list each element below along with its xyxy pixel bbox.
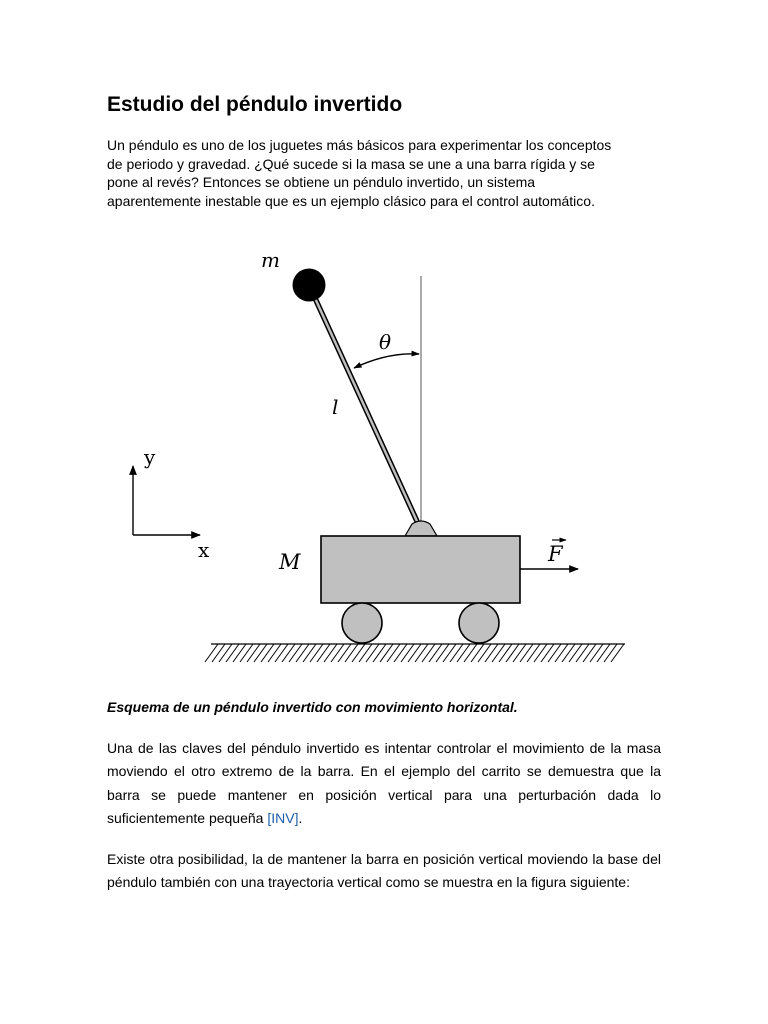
length-label: l: [332, 395, 339, 419]
hatch-stroke: [485, 644, 498, 662]
inverted-pendulum-diagram: [0, 220, 768, 680]
hatch-stroke: [478, 644, 491, 662]
hatch-stroke: [366, 644, 379, 662]
hatch-stroke: [394, 644, 407, 662]
hatch-stroke: [429, 644, 442, 662]
hatch-stroke: [506, 644, 519, 662]
paragraph-text-end: .: [298, 809, 303, 826]
hatch-stroke: [289, 644, 302, 662]
mass-bob: [293, 269, 326, 302]
intro-line: pone al revés? Entonces se obtiene un péndulo invertido, un sistema: [107, 174, 536, 190]
hatch-stroke: [555, 644, 568, 662]
hatch-stroke: [583, 644, 596, 662]
hatch-stroke: [233, 644, 246, 662]
paragraph-text: Una de las claves del péndulo invertido es intentar controlar el movimiento de la masa moviendo el otro extremo de la barra. En el ejemplo del carrito se demuestra que la barra se puede mantener en posición vertical para una perturbación dada lo suficientemente pequeña: [107, 740, 661, 826]
pendulum-hinge: [405, 521, 437, 536]
hatch-stroke: [590, 644, 603, 662]
hatch-stroke: [212, 644, 225, 662]
angle-arc: [354, 354, 419, 368]
hatch-stroke: [352, 644, 365, 662]
hatch-stroke: [254, 644, 267, 662]
ground-hatching: [205, 644, 624, 662]
hatch-stroke: [226, 644, 239, 662]
hatch-stroke: [275, 644, 288, 662]
hatch-stroke: [611, 644, 624, 662]
hatch-stroke: [443, 644, 456, 662]
angle-label: θ: [379, 330, 392, 354]
hatch-stroke: [296, 644, 309, 662]
figure-caption: Esquema de un péndulo invertido con movimiento horizontal.: [107, 699, 518, 715]
hatch-stroke: [541, 644, 554, 662]
hatch-stroke: [408, 644, 421, 662]
force-label: F: [548, 542, 563, 566]
cart-wheel-left: [342, 603, 382, 643]
hatch-stroke: [380, 644, 393, 662]
intro-line: Un péndulo es uno de los juguetes más básicos para experimentar los conceptos: [107, 137, 612, 153]
hatch-stroke: [303, 644, 316, 662]
hatch-stroke: [282, 644, 295, 662]
hatch-stroke: [310, 644, 323, 662]
hatch-stroke: [415, 644, 428, 662]
mass-label: m: [261, 248, 280, 272]
hatch-stroke: [345, 644, 358, 662]
hatch-stroke: [436, 644, 449, 662]
hatch-stroke: [471, 644, 484, 662]
hatch-stroke: [331, 644, 344, 662]
pendulum-rod-highlight: [309, 285, 421, 530]
hatch-stroke: [317, 644, 330, 662]
hatch-stroke: [576, 644, 589, 662]
hatch-stroke: [247, 644, 260, 662]
hatch-stroke: [205, 644, 218, 662]
intro-line: de periodo y gravedad. ¿Qué sucede si la masa se une a una barra rígida y se: [107, 155, 595, 172]
hatch-stroke: [387, 644, 400, 662]
hatch-stroke: [338, 644, 351, 662]
cart-wheel-right: [459, 603, 499, 643]
hatch-stroke: [373, 644, 386, 662]
hatch-stroke: [562, 644, 575, 662]
hatch-stroke: [401, 644, 414, 662]
page-title: Estudio del péndulo invertido: [107, 93, 403, 116]
intro-paragraph: [107, 136, 667, 210]
hatch-stroke: [359, 644, 372, 662]
hatch-stroke: [464, 644, 477, 662]
hatch-stroke: [604, 644, 617, 662]
hatch-stroke: [324, 644, 337, 662]
hatch-stroke: [422, 644, 435, 662]
hatch-stroke: [534, 644, 547, 662]
hatch-stroke: [261, 644, 274, 662]
hatch-stroke: [499, 644, 512, 662]
hatch-stroke: [548, 644, 561, 662]
hatch-stroke: [268, 644, 281, 662]
cart-mass-label: M: [279, 550, 301, 574]
hatch-stroke: [569, 644, 582, 662]
hatch-stroke: [457, 644, 470, 662]
hatch-stroke: [240, 644, 253, 662]
body-paragraph: [107, 737, 661, 830]
reference-link-inv[interactable]: [INV]: [267, 809, 299, 826]
hatch-stroke: [513, 644, 526, 662]
cart-body: [321, 536, 520, 603]
hatch-stroke: [492, 644, 505, 662]
y-axis-label: y: [144, 445, 156, 469]
x-axis-label: x: [198, 538, 210, 562]
intro-line: aparentemente inestable que es un ejemplo clásico para el control automático.: [107, 192, 595, 209]
body-paragraph: Existe otra posibilidad, la de mantener la barra en posición vertical moviendo la base del péndulo también con una trayectoria vertical como se muestra en la figura siguiente:: [107, 851, 661, 891]
hatch-stroke: [520, 644, 533, 662]
hatch-stroke: [219, 644, 232, 662]
hatch-stroke: [450, 644, 463, 662]
hatch-stroke: [527, 644, 540, 662]
hatch-stroke: [597, 644, 610, 662]
